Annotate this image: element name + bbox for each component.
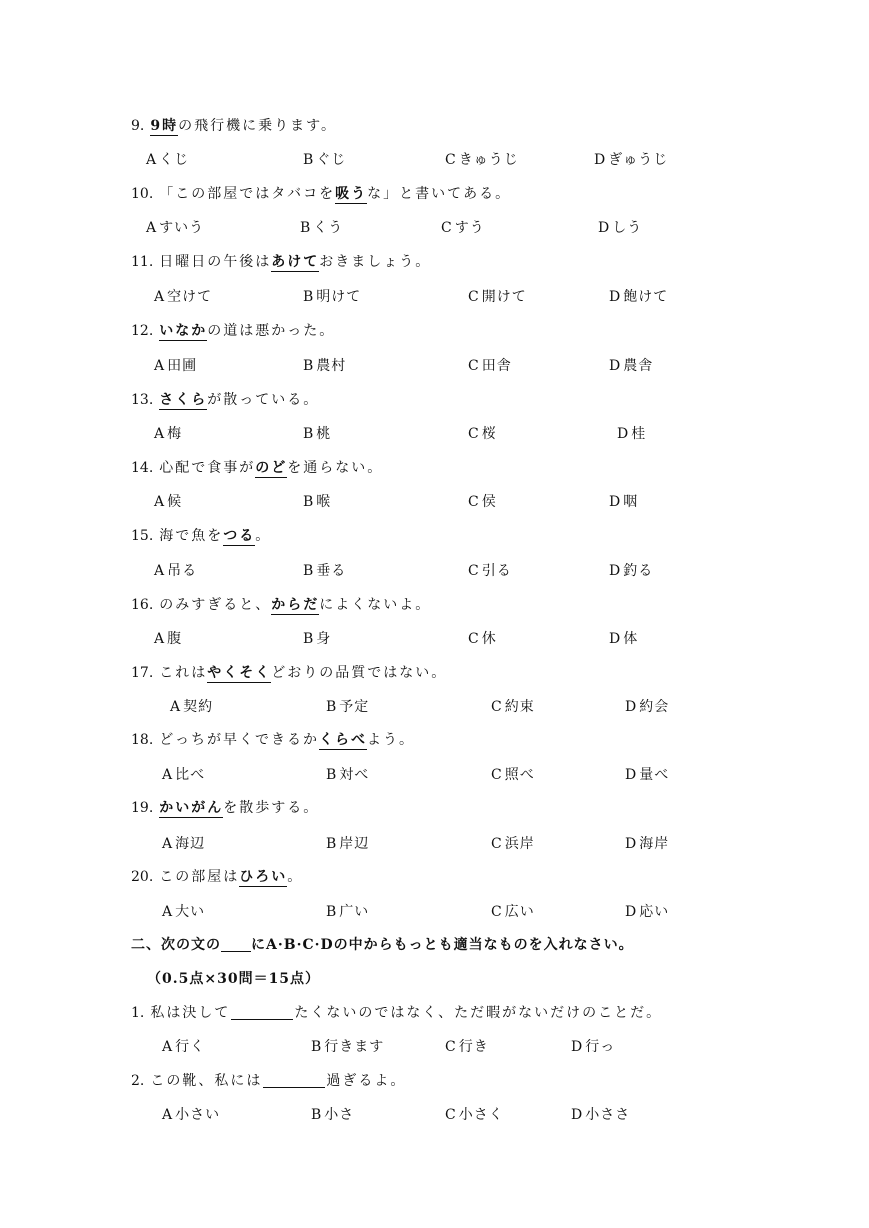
answer-option[interactable] [445,149,519,169]
option-text: くう [313,220,344,236]
option-text: ぐじ [316,152,347,168]
option-text: 休 [481,631,497,647]
option-letter: C [491,836,502,852]
answer-option[interactable] [625,764,669,784]
option-letter: A [154,289,165,305]
option-letter: B [303,426,314,442]
underlined-target-word: のど [255,460,288,476]
option-text: 小さく [458,1107,504,1123]
answer-option[interactable] [571,1104,630,1124]
question-stem [131,1070,406,1090]
question-number: 20. [131,869,154,885]
answer-option[interactable] [162,1036,205,1056]
option-letter: B [326,836,337,852]
answer-option[interactable] [303,628,331,648]
question-number: 16. [131,597,154,613]
option-letter: A [162,767,173,783]
option-text: 行っ [585,1039,616,1055]
option-text: 契約 [183,699,214,715]
option-letter: C [445,1039,456,1055]
option-text: 量べ [639,767,670,783]
answer-option[interactable] [303,286,361,306]
answer-option[interactable] [146,217,204,237]
answer-option[interactable] [162,764,205,784]
question-text-after: の道は悪かった。 [207,323,336,339]
option-text: 対べ [339,767,370,783]
answer-option[interactable] [491,696,535,716]
underlined-target-word: 吸う [335,186,368,202]
option-text: 空けて [167,289,213,305]
question-number: 15. [131,528,154,544]
option-text: すう [454,220,485,236]
option-letter: B [326,767,337,783]
option-letter: D [594,152,606,168]
option-text: 行き [458,1039,489,1055]
answer-option[interactable] [609,628,638,648]
fill-in-blank [263,1073,325,1088]
option-letter: C [468,289,479,305]
option-text: 農村 [316,358,347,374]
question-text-after: どおりの品質ではない。 [271,665,448,681]
answer-option[interactable] [468,560,512,580]
option-letter: D [625,836,637,852]
answer-option[interactable] [154,560,197,580]
answer-option[interactable] [303,149,346,169]
question-number: 13. [131,392,154,408]
option-text: 身 [316,631,332,647]
section-heading-text: にA·B·C·Dの中からもっとも適当なものを入れなさい。 [251,937,634,953]
option-letter: B [303,152,314,168]
answer-option[interactable] [326,696,369,716]
option-letter: C [468,494,479,510]
section-points: （0.5点×30問＝15点） [147,971,321,987]
option-letter: C [441,220,452,236]
option-text: 侯 [481,494,497,510]
option-letter: D [598,220,610,236]
answer-option[interactable] [571,1036,615,1056]
answer-option[interactable] [303,491,331,511]
option-letter: C [445,152,456,168]
underlined-target-word: つる [223,528,256,544]
option-text: 引る [481,563,512,579]
option-text: 浜岸 [504,836,535,852]
option-letter: C [468,358,479,374]
option-text: 釣る [623,563,654,579]
question-text-after: によくないよ。 [319,597,432,613]
question-number: 17. [131,665,154,681]
option-letter: A [154,494,165,510]
option-letter: C [468,563,479,579]
option-text: 広い [504,904,535,920]
option-letter: A [146,220,157,236]
option-text: 桜 [481,426,497,442]
underlined-target-word: からだ [271,597,320,613]
question-text-before: のみすぎると、 [159,597,272,613]
option-text: 行く [175,1039,206,1055]
option-letter: D [609,289,621,305]
option-letter: A [170,699,181,715]
option-text: 農舎 [623,358,654,374]
question-text-before: 日曜日の午後は [159,254,272,270]
option-letter: A [154,358,165,374]
answer-option[interactable] [598,217,642,237]
answer-option[interactable] [468,491,497,511]
answer-option[interactable] [609,355,653,375]
answer-option[interactable] [491,901,535,921]
answer-option[interactable] [468,628,497,648]
fill-in-blank [221,937,251,952]
option-letter: A [154,563,165,579]
option-letter: A [162,1039,173,1055]
option-letter: D [625,904,637,920]
question-text-after: の飛行機に乗ります。 [178,118,337,134]
question-stem [131,457,383,477]
option-text: しう [612,220,643,236]
question-number: 1. [131,1005,145,1021]
option-letter: A [162,904,173,920]
question-stem [131,866,303,886]
option-text: 田舎 [481,358,512,374]
answer-option[interactable] [441,217,485,237]
option-letter: B [300,220,311,236]
option-letter: A [146,152,157,168]
option-letter: B [303,494,314,510]
question-text-before: 私は決して [150,1005,231,1021]
underlined-target-word: くらべ [319,732,367,748]
option-letter: C [491,699,502,715]
answer-option[interactable] [609,560,653,580]
underlined-target-word: かいがん [159,800,224,816]
option-text: 海岸 [639,836,670,852]
option-text: 广い [339,904,370,920]
question-stem [131,662,447,682]
option-text: 約束 [504,699,535,715]
option-text: 桃 [316,426,332,442]
section-heading-text: 二、次の文の [131,937,221,953]
underlined-target-word: ひろい [239,869,288,885]
section-heading [131,934,634,954]
answer-option[interactable] [154,491,182,511]
option-letter: A [154,426,165,442]
option-letter: B [303,358,314,374]
option-text: 吊る [167,563,198,579]
question-text-before: これは [159,665,208,681]
option-text: 飽けて [623,289,669,305]
option-letter: C [468,426,479,442]
question-stem [131,525,271,545]
answer-option[interactable] [303,355,346,375]
question-stem [131,183,511,203]
answer-option[interactable] [311,1104,354,1124]
option-letter: D [571,1107,583,1123]
option-letter: D [609,631,621,647]
answer-option[interactable] [311,1036,384,1056]
answer-option[interactable] [468,355,512,375]
option-letter: B [311,1039,322,1055]
question-text-after: 。 [287,869,304,885]
question-text-after: たくないのではなく、ただ暇がないだけのことだ。 [294,1005,663,1021]
answer-option[interactable] [326,764,369,784]
answer-option[interactable] [326,833,369,853]
question-stem [131,1002,662,1022]
question-number: 14. [131,460,154,476]
question-stem [131,797,319,817]
option-text: きゅうじ [458,152,519,168]
option-letter: C [491,767,502,783]
answer-option[interactable] [162,833,205,853]
option-text: 喉 [316,494,332,510]
question-text-after: な」と書いてある。 [367,186,512,202]
option-letter: D [571,1039,583,1055]
question-stem [131,729,415,749]
answer-option[interactable] [609,491,638,511]
option-letter: B [303,563,314,579]
question-text-after: おきましょう。 [319,254,432,270]
question-text-before: この靴、私には [150,1073,263,1089]
option-letter: B [326,699,337,715]
option-text: 大い [175,904,206,920]
question-number: 18. [131,732,154,748]
option-text: 明けて [316,289,362,305]
option-text: 咽 [623,494,639,510]
answer-option[interactable] [625,833,669,853]
answer-option[interactable] [300,217,343,237]
option-text: 体 [623,631,639,647]
underlined-target-word: さくら [159,392,208,408]
option-text: 田圃 [167,358,198,374]
answer-option[interactable] [491,764,535,784]
answer-option[interactable] [594,149,668,169]
question-text-before: この部屋は [159,869,240,885]
answer-option[interactable] [154,286,212,306]
underlined-target-word: いなか [159,323,208,339]
option-letter: B [303,631,314,647]
question-stem [131,320,335,340]
answer-option[interactable] [625,901,669,921]
option-letter: D [617,426,629,442]
option-letter: C [445,1107,456,1123]
answer-option[interactable] [154,423,182,443]
answer-option[interactable] [625,696,669,716]
question-text-after: を散歩する。 [223,800,320,816]
option-text: 垂る [316,563,347,579]
answer-option[interactable] [491,833,535,853]
option-letter: D [625,767,637,783]
option-letter: D [609,494,621,510]
question-number: 2. [131,1073,145,1089]
option-text: 梅 [167,426,183,442]
option-text: すいう [159,220,205,236]
answer-option[interactable] [303,560,346,580]
option-text: ぎゅうじ [608,152,669,168]
option-text: 予定 [339,699,370,715]
option-text: 桂 [631,426,647,442]
question-number: 11. [131,254,154,270]
option-letter: A [162,1107,173,1123]
answer-option[interactable] [445,1036,489,1056]
answer-option[interactable] [154,628,182,648]
option-text: 小ささ [585,1107,631,1123]
question-stem [131,115,337,135]
option-letter: A [154,631,165,647]
underlined-target-word: あけて [271,254,320,270]
option-letter: B [326,904,337,920]
answer-option[interactable] [146,149,189,169]
option-letter: B [303,289,314,305]
option-text: 海辺 [175,836,206,852]
option-letter: A [162,836,173,852]
question-number: 10. [131,186,154,202]
answer-option[interactable] [303,423,331,443]
option-text: 小さい [175,1107,221,1123]
question-text-before: どっちが早くできるか [159,732,319,748]
option-text: くじ [159,152,190,168]
question-number: 12. [131,323,154,339]
option-letter: D [609,563,621,579]
question-stem [131,389,319,409]
answer-option[interactable] [468,423,497,443]
question-text-before: 海で魚を [159,528,224,544]
answer-option[interactable] [617,423,646,443]
option-text: 行きます [324,1039,385,1055]
answer-option[interactable] [468,286,527,306]
answer-option[interactable] [162,1104,220,1124]
answer-option[interactable] [170,696,213,716]
option-text: 候 [167,494,183,510]
option-text: 開けて [481,289,527,305]
underlined-target-word: 9時 [150,118,179,134]
option-text: 岸辺 [339,836,370,852]
question-text-before: 心配で食事が [159,460,256,476]
option-text: 応い [639,904,670,920]
question-stem [131,594,431,614]
option-text: 比べ [175,767,206,783]
question-text-after: が散っている。 [207,392,320,408]
answer-option[interactable] [445,1104,504,1124]
answer-option[interactable] [326,901,369,921]
question-number: 9. [131,118,145,134]
option-text: 約会 [639,699,670,715]
question-stem [131,251,431,271]
question-text-after: 。 [255,528,272,544]
option-letter: D [609,358,621,374]
question-text-after: 過ぎるよ。 [326,1073,407,1089]
answer-option[interactable] [162,901,205,921]
option-text: 小さ [324,1107,355,1123]
option-text: 腹 [167,631,183,647]
question-number: 19. [131,800,154,816]
option-letter: D [625,699,637,715]
question-text-after: を通らない。 [287,460,384,476]
underlined-target-word: やくそく [207,665,272,681]
question-text-after: よう。 [367,732,415,748]
answer-option[interactable] [154,355,197,375]
option-text: 照べ [504,767,535,783]
option-letter: C [468,631,479,647]
option-letter: B [311,1107,322,1123]
answer-option[interactable] [609,286,668,306]
option-letter: C [491,904,502,920]
question-text-before: 「この部屋ではタバコを [159,186,336,202]
fill-in-blank [231,1005,293,1020]
